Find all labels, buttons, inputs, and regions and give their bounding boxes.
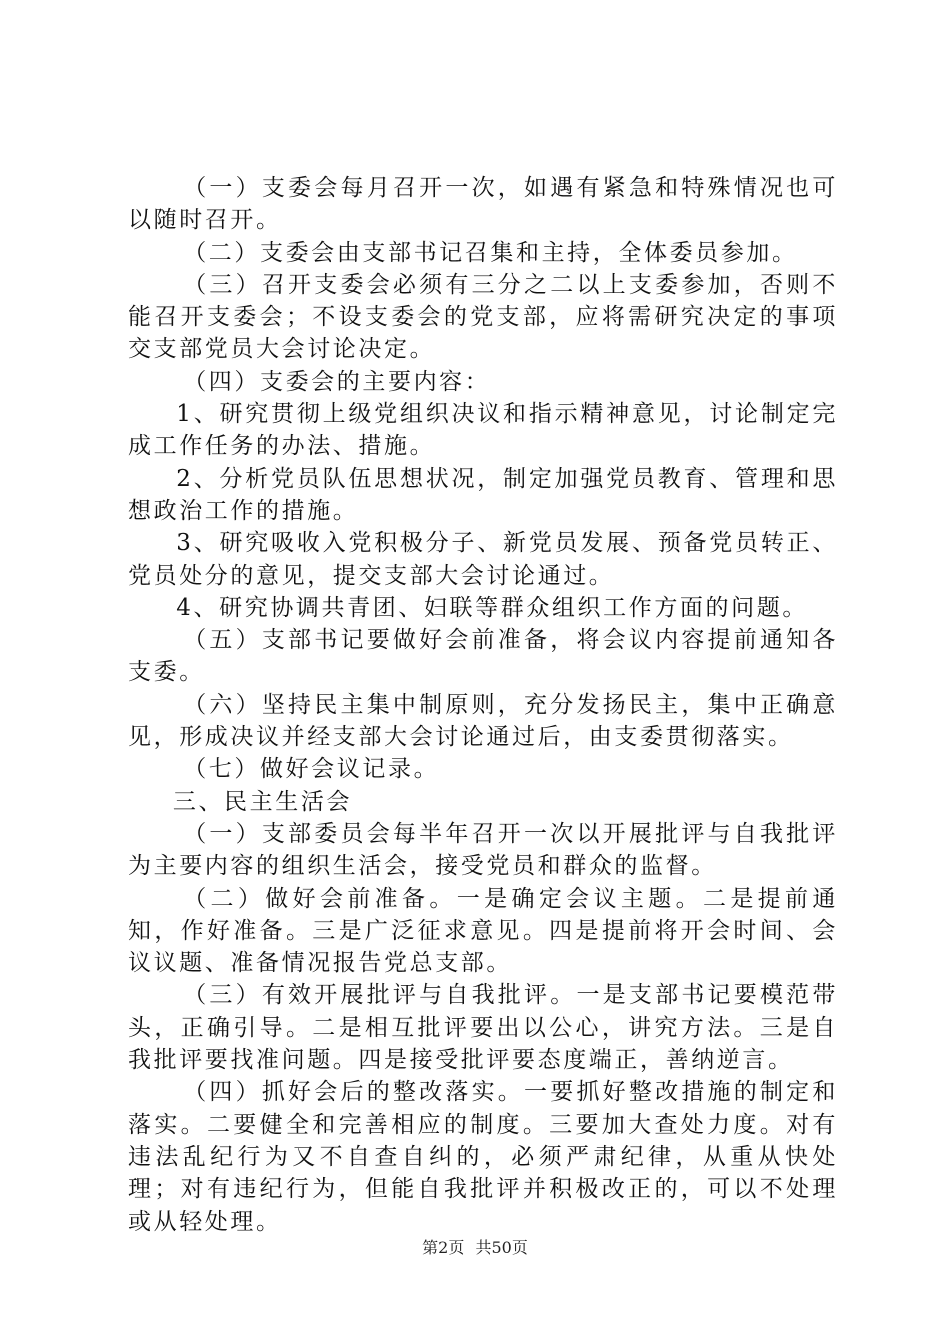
list-item: 3、研究吸收入党积极分子、新党员发展、预备党员转正、党员处分的意见，提交支部大会讨论通过。 [128, 530, 838, 589]
paragraph: （二）支委会由支部书记召集和主持，全体委员参加。 [183, 239, 798, 266]
page-total: 共50页 [475, 1238, 528, 1257]
list-item: 4、研究协调共青团、妇联等群众组织工作方面的问题。 [176, 594, 808, 621]
paragraph: （七）做好会议记录。 [183, 756, 440, 783]
page-footer [0, 1238, 950, 1258]
paragraph: （五）支部书记要做好会前准备，将会议内容提前通知各支委。 [128, 627, 838, 686]
paragraph: （二）做好会前准备。一是确定会议主题。二是提前通知，作好准备。三是广泛征求意见。四是提前将开会时间、会议议题、准备情况报告党总支部。 [128, 885, 838, 977]
section-heading: 三、民主生活会 [172, 788, 353, 815]
paragraph: （一）支委会每月召开一次，如遇有紧急和特殊情况也可以随时召开。 [128, 175, 838, 234]
page-number: 第2页 [422, 1238, 465, 1257]
paragraph: （六）坚持民主集中制原则，充分发扬民主，集中正确意见，形成决议并经支部大会讨论通过后，由支委贯彻落实。 [128, 691, 838, 751]
paragraph: （一）支部委员会每半年召开一次以开展批评与自我批评为主要内容的组织生活会，接受党员和群众的监督。 [128, 820, 838, 880]
paragraph: （三）有效开展批评与自我批评。一是支部书记要模范带头，正确引导。二是相互批评要出以公心，讲究方法。三是自我批评要找准问题。四是接受批评要态度端正，善纳逆言。 [128, 982, 838, 1074]
paragraph: （四）抓好会后的整改落实。一要抓好整改措施的制定和落实。二要健全和完善相应的制度。三要加大查处力度。对有违法乱纪行为又不自查自纠的，必须严肃纪律，从重从快处理；对有违纪行为，但能自我批评并积极改正的，可以不处理或从轻处理。 [128, 1079, 838, 1235]
paragraph: （四）支委会的主要内容： [183, 368, 491, 395]
paragraph: （三）召开支委会必须有三分之二以上支委参加，否则不能召开支委会；不设支委会的党支部，应将需研究决定的事项交支部党员大会讨论决定。 [128, 271, 838, 363]
list-item: 2、分析党员队伍思想状况，制定加强党员教育、管理和思想政治工作的措施。 [128, 465, 838, 524]
list-item: 1、研究贯彻上级党组织决议和指示精神意见，讨论制定完成工作任务的办法、措施。 [128, 401, 838, 460]
document-body [128, 172, 838, 1238]
